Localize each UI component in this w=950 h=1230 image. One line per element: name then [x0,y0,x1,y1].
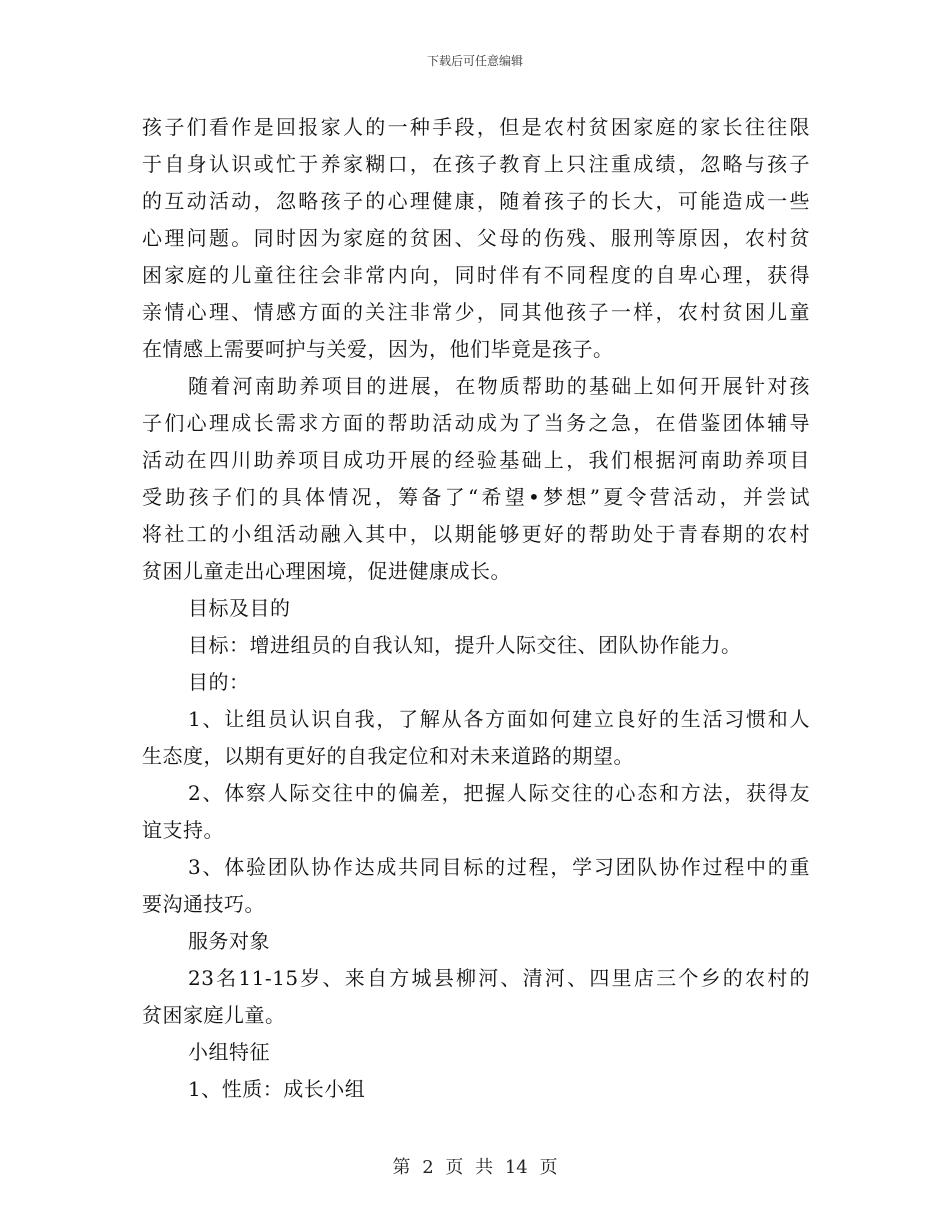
text-line: 活动在四川助养项目成功开展的经验基础上，我们根据河南助养项目 [142,448,810,472]
text-line: 23名11-15岁、来自方城县柳河、清河、四里店三个乡的农村的 [188,966,810,990]
text-line: 亲情心理、情感方面的关注非常少，同其他孩子一样，农村贫困儿童 [142,300,810,324]
section-heading: 小组特征 [188,1040,270,1064]
text-line: 贫困儿童走出心理困境，促进健康成长。 [142,559,511,583]
section-heading: 服务对象 [188,929,270,953]
text-line: 3、体验团队协作达成共同目标的过程，学习团队协作过程中的重 [188,855,810,879]
text-line: 1、性质：成长小组 [188,1077,366,1101]
text-line: 生态度，以期有更好的自我定位和对未来道路的期望。 [142,744,634,768]
section-heading: 目标及目的 [188,596,291,620]
text-line: 的互动活动，忽略孩子的心理健康，随着孩子的长大，可能造成一些 [142,189,810,213]
text-line: 贫困家庭儿童。 [142,1003,286,1027]
text-line: 孩子们看作是回报家人的一种手段，但是农村贫困家庭的家长往往限 [142,115,810,139]
text-line: 1、让组员认识自我，了解从各方面如何建立良好的生活习惯和人 [188,707,810,731]
page-header: 下载后可任意编辑 [426,54,523,68]
text-line: 谊支持。 [142,818,224,842]
text-line: 目的： [188,670,250,694]
text-line: 将社工的小组活动融入其中，以期能够更好的帮助处于青春期的农村 [142,522,810,546]
text-line: 在情感上需要呵护与关爱，因为，他们毕竟是孩子。 [142,337,614,361]
text-line: 目标：增进组员的自我认知，提升人际交往、团队协作能力。 [188,633,742,657]
text-line: 心理问题。同时因为家庭的贫困、父母的伤残、服刑等原因，农村贫 [142,226,810,250]
text-line: 要沟通技巧。 [142,892,265,916]
text-line: 受助孩子们的具体情况，筹备了“希望•梦想”夏令营活动，并尝试 [142,485,810,509]
text-line: 困家庭的儿童往往会非常内向，同时伴有不同程度的自卑心理，获得 [142,263,810,287]
text-line: 2、体察人际交往中的偏差，把握人际交往的心态和方法，获得友 [188,781,810,805]
page-footer: 第 2 页 共 14 页 [392,1157,558,1178]
text-line: 子们心理成长需求方面的帮助活动成为了当务之急，在借鉴团体辅导 [142,411,810,435]
text-line: 于自身认识或忙于养家糊口，在孩子教育上只注重成绩，忽略与孩子 [142,152,810,176]
text-line: 随着河南助养项目的进展，在物质帮助的基础上如何开展针对孩 [188,374,810,398]
document-body [142,109,810,1108]
